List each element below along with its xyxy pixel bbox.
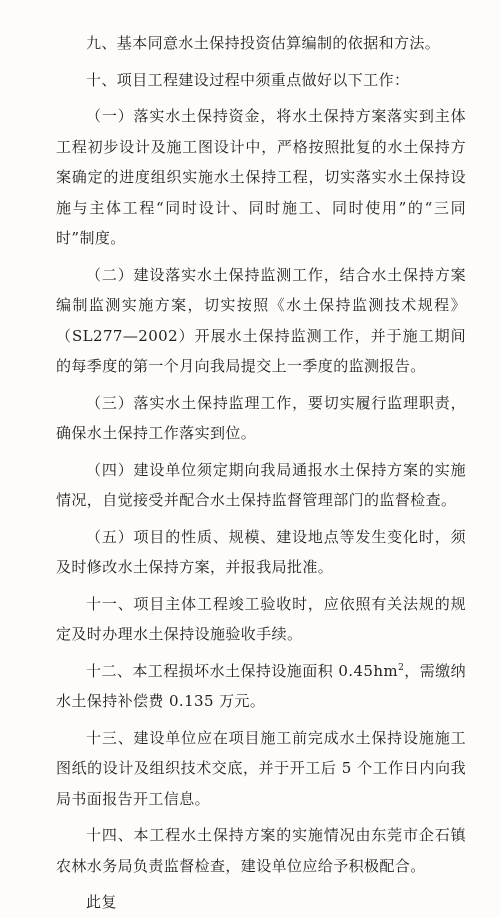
paragraph-10-3: （三）落实水土保持监理工作，要切实履行监理职责，确保水土保持工作落实到位。: [56, 393, 466, 442]
paragraph-13: 十三、建设单位应在项目施工前完成水土保持设施施工图纸的设计及组织技术交底，并于开工后 5 个工作日内向我局书面报告开工信息。: [56, 728, 466, 808]
closing-text: 此复: [86, 893, 117, 911]
paragraph-10-1: （一）落实水土保持资金，将水土保持方案落实到主体工程初步设计及施工图设计中，严格按照批复的水土保持方案确定的进度组织实施水土保持工程，切实落实水土保持设施与主体工程“同时设计、同时施工、同时使用”的“三同时”制度。: [56, 107, 466, 247]
area-unit-superscript: 2: [398, 662, 405, 673]
paragraph-9: 九、基本同意水土保持投资估算编制的依据和方法。: [86, 34, 441, 52]
paragraph-11: 十一、项目主体工程竣工验收时，应依照有关法规的规定及时办理水土保持设施验收手续。: [56, 594, 466, 643]
paragraph-10: 十、项目工程建设过程中须重点做好以下工作：: [86, 70, 410, 89]
paragraph-10-5: （五）项目的性质、规模、建设地点等发生变化时，须及时修改水土保持方案，并报我局批准。: [56, 527, 466, 576]
paragraph-14: 十四、本工程水土保持方案的实施情况由东莞市企石镇农林水务局负责监督检查，建设单位应给予积极配合。: [56, 826, 466, 875]
paragraph-12: [56, 656, 466, 717]
paragraph-12-text-end: ，需缴纳水土保持补偿费 0.135 万元。: [56, 661, 466, 710]
paragraph-10-4: （四）建设单位须定期向我局通报水土保持方案的实施情况，自觉接受并配合水土保持监督管理部门的监督检查。: [56, 460, 466, 509]
paragraph-12-text: 十二、本工程损坏水土保持设施面积 0.45hm: [86, 661, 399, 680]
paragraph-10-2: （二）建设落实水土保持监测工作，结合水土保持方案编制监测实施方案，切实按照《水土保持监测技术规程》（SL277—2002）开展水土保持监测工作，并于施工期间的每季度的第一个月向我局提交上一季度的监测报告。: [56, 265, 466, 375]
